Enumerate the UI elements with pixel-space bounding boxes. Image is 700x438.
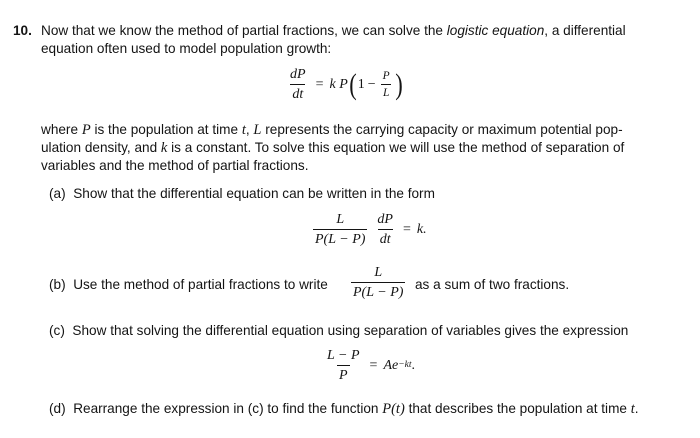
part-c-equation: $\frac{L - P}{P}$ = Ae −kt .	[327, 348, 415, 383]
part-a-label: (a)	[49, 186, 66, 201]
where-line-1: where P is the population at time t, L represents the carrying capacity or maximum potential pop-	[41, 122, 623, 138]
logistic-equation: $\frac{dP}{dt}$ = k P ( 1 − $\frac{P}{L}$ )	[290, 67, 403, 102]
part-c: (c) Show that solving the differential equation using separation of variables gives the expression	[49, 323, 629, 338]
where-line-3: variables and the method of partial fractions.	[41, 158, 309, 173]
l-minus-p-over-p-fraction: $\frac{L - P}{P}$	[327, 348, 360, 383]
part-a: (a) Show that the differential equation can be written in the form	[49, 186, 435, 201]
intro-line-2: equation often used to model population growth:	[41, 41, 332, 56]
dp-dt-fraction-a: $\frac{dP}{dt}$	[377, 212, 393, 247]
l-over-plp-fraction: $\frac{L}{P(L - P)}$	[315, 212, 366, 247]
problem-number: 10.	[13, 23, 32, 38]
part-b-text: (b) Use the method of partial fractions to write	[49, 277, 328, 292]
logistic-equation-term: logistic equation	[446, 23, 545, 38]
where-line-2: ulation density, and k is a constant. To solve this equation we will use the method of separation of	[41, 140, 625, 156]
part-d-label: (d)	[49, 401, 66, 416]
intro-line-1: Now that we know the method of partial fractions, we can solve the logistic equation, a differential	[41, 23, 626, 38]
part-b-fraction: $\frac{L}{P(L - P)}$	[353, 265, 404, 300]
part-b-text-after: as a sum of two fractions.	[415, 277, 570, 292]
part-b-label: (b)	[49, 277, 66, 292]
dp-dt-fraction: $\frac{dP}{dt}$	[290, 67, 306, 102]
part-c-label: (c)	[49, 323, 65, 338]
part-d: (d) Rearrange the expression in (c) to find the function P(t) that describes the population at time t.	[49, 401, 639, 417]
part-a-equation: $\frac{L}{P(L - P)}$ $\frac{dP}{dt}$ = k.	[315, 212, 427, 247]
p-over-l-fraction: $\frac{P}{L}$	[382, 69, 390, 99]
